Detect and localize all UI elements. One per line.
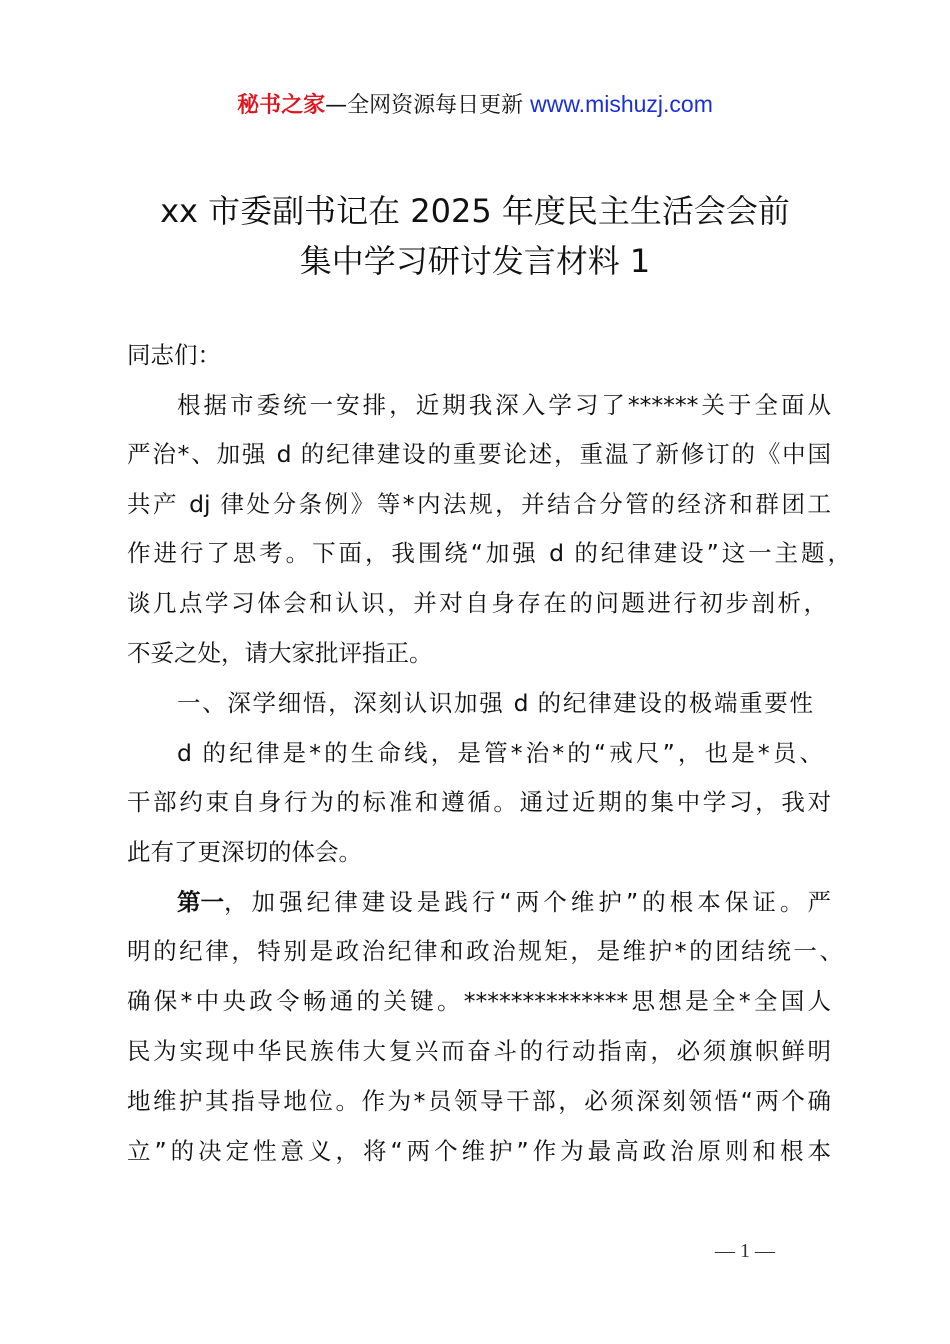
paragraph-line: 民为实现中华民族伟大复兴而奋斗的行动指南，必须旗帜鲜明 xyxy=(127,1037,831,1065)
paragraph-line: 此有了更深切的体会。 xyxy=(127,838,362,866)
paragraph-line: d 的纪律是*的生命线，是管*治*的“戒尺”，也是*员、 xyxy=(177,739,823,767)
salutation: 同志们： xyxy=(127,341,221,369)
paragraph-line: 谈几点学习体会和认识，并对自身存在的问题进行初步剖析， xyxy=(127,589,827,617)
paragraph-line: 不妥之处，请大家批评指正。 xyxy=(127,639,433,667)
emphasis-label: 第一 xyxy=(177,888,224,916)
header-slogan: —全网资源每日更新 xyxy=(325,93,531,118)
paragraph-text: ，加强纪律建设是践行“两个维护”的根本保证。严 xyxy=(224,888,831,916)
brand-name: 秘书之家 xyxy=(237,93,326,118)
paragraph-line: 根据市委统一安排，近期我深入学习了******关于全面从 xyxy=(177,391,831,419)
paragraph-line: 严治*、加强 d 的纪律建设的重要论述，重温了新修订的《中国 xyxy=(127,440,831,468)
site-header xyxy=(0,88,950,119)
site-url-link[interactable]: www.mishuzj.com xyxy=(530,91,713,117)
paragraph-line xyxy=(177,887,831,917)
paragraph-line: 共产 dj 律处分条例》等*内法规，并结合分管的经济和群团工 xyxy=(127,490,831,518)
paragraph-line: 干部约束自身行为的标准和遵循。通过近期的集中学习，我对 xyxy=(127,788,831,816)
paragraph-line: 确保*中央政令畅通的关键。**************思想是全*全国人 xyxy=(127,987,831,1015)
section-heading: 一、深学细悟，深刻认识加强 d 的纪律建设的极端重要性 xyxy=(177,689,813,717)
paragraph-line: 立”的决定性意义，将“两个维护”作为最高政治原则和根本 xyxy=(127,1137,831,1165)
paragraph-line: 明的纪律，特别是政治纪律和政治规矩，是维护*的团结统一、 xyxy=(127,937,843,965)
document-title-line-2: 集中学习研讨发言材料 1 xyxy=(299,242,651,280)
paragraph-line: 作进行了思考。下面，我围绕“加强 d 的纪律建设”这一主题， xyxy=(127,539,851,567)
paragraph-line: 地维护其指导地位。作为*员领导干部，必须深刻领悟“两个确 xyxy=(127,1087,831,1115)
page-number: — 1 — xyxy=(715,1240,775,1262)
document-title-line-1: xx 市委副书记在 2025 年度民主生活会会前 xyxy=(160,192,790,230)
